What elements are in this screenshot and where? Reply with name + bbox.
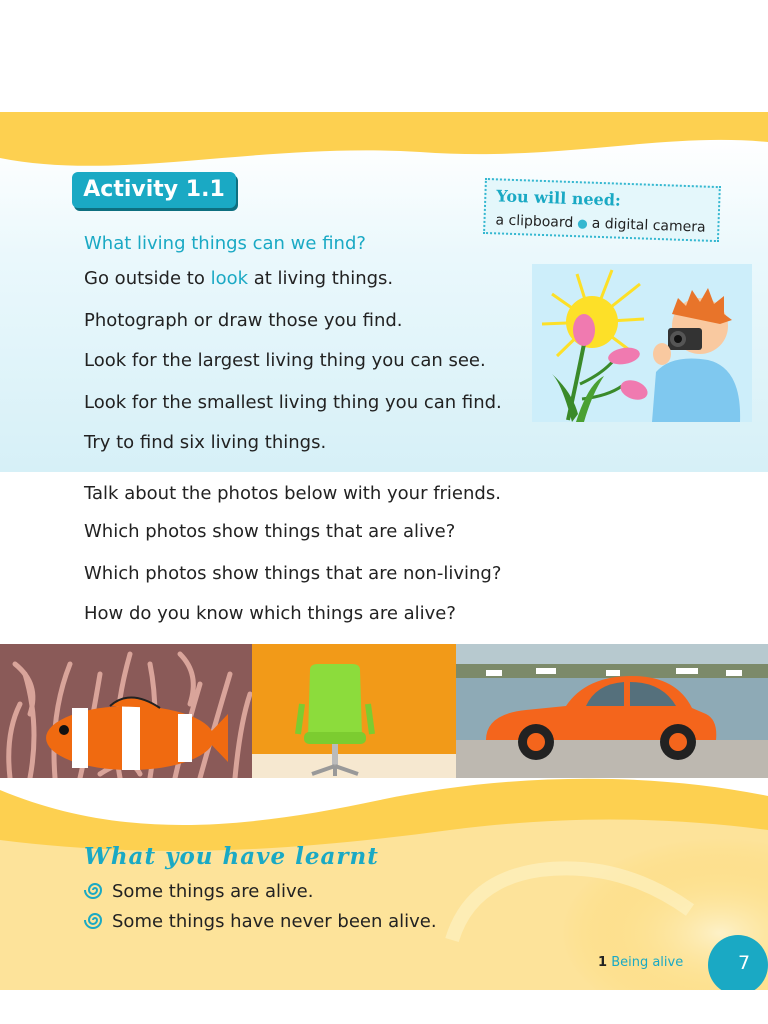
chapter-number: 1: [598, 955, 608, 970]
instruction-text: at living things.: [248, 268, 394, 289]
discussion-line-4: How do you know which things are alive?: [84, 603, 456, 624]
learnt-item-1: [84, 880, 313, 902]
instruction-line-1: [84, 268, 393, 289]
discussion-line-2: Which photos show things that are alive?: [84, 521, 456, 542]
activity-question: What living things can we find?: [84, 233, 366, 254]
learnt-item-text: Some things have never been alive.: [112, 911, 437, 932]
keyword-look: look: [210, 268, 249, 289]
orange-car-photo: [456, 644, 768, 778]
instruction-line-3: Look for the largest living thing you can see.: [84, 350, 486, 371]
instruction-line-2: Photograph or draw those you find.: [84, 310, 403, 331]
clownfish-photo: [0, 644, 252, 778]
need-item-clipboard: a clipboard: [495, 212, 574, 232]
page-number: 7: [738, 952, 751, 974]
instruction-line-5: Try to find six living things.: [84, 432, 327, 453]
instruction-line-4: Look for the smallest living thing you can find.: [84, 392, 502, 413]
bullet-dot-icon: ●: [577, 216, 589, 231]
discussion-line-1: Talk about the photos below with your friends.: [84, 483, 501, 504]
swirl-bullet-icon: [84, 880, 106, 900]
photographer-illustration: [532, 264, 752, 422]
swirl-bullet-icon: [84, 910, 106, 930]
need-item-camera: a digital camera: [591, 215, 706, 236]
activity-badge: Activity 1.1: [72, 172, 236, 208]
you-will-need-title: You will need:: [496, 186, 622, 210]
you-will-need-box: [475, 174, 727, 243]
instruction-text: Go outside to: [84, 268, 211, 289]
discussion-line-3: Which photos show things that are non-living?: [84, 563, 502, 584]
learnt-item-text: Some things are alive.: [112, 881, 314, 902]
learnt-item-2: [84, 910, 437, 932]
learnt-title: What you have learnt: [84, 843, 379, 870]
chapter-footer: [598, 955, 683, 970]
chapter-title: Being alive: [611, 955, 684, 970]
chair-photo: [252, 644, 456, 778]
